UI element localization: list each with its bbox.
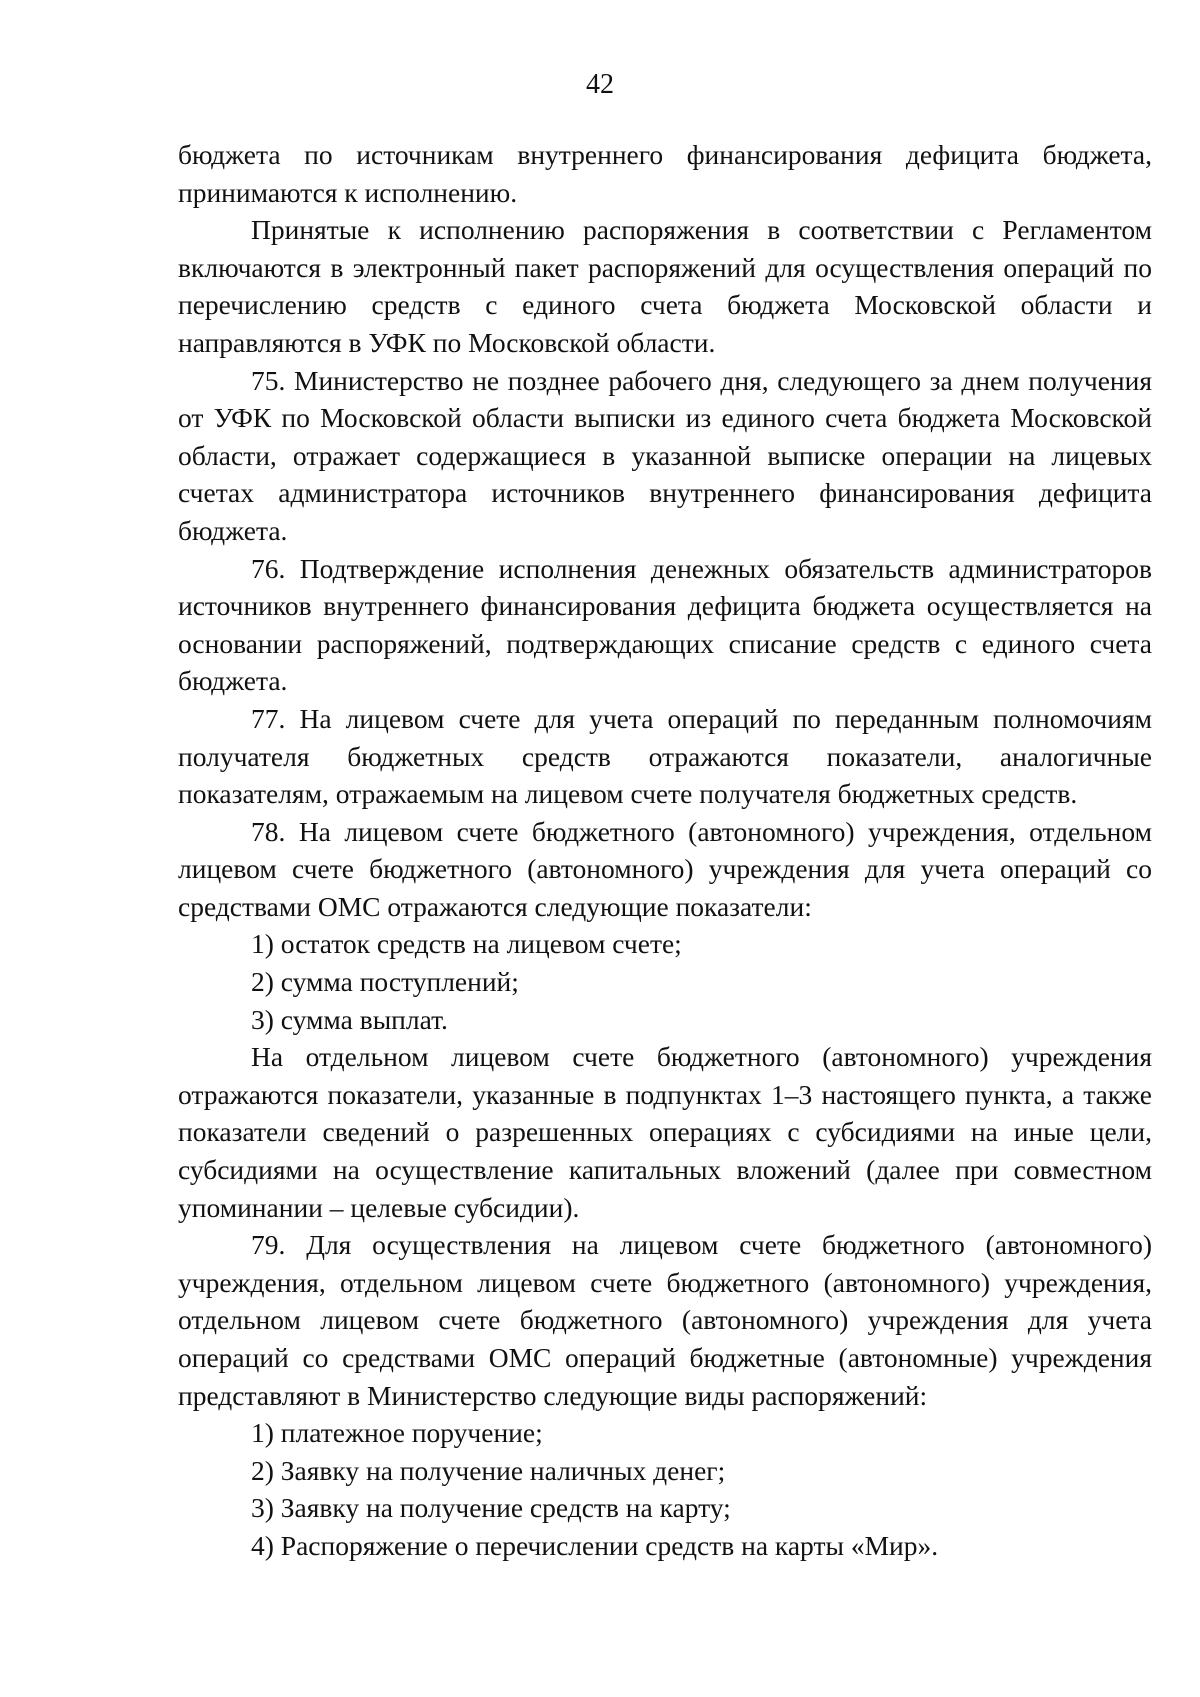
list-item: 1) остаток средств на лицевом счете; (251, 928, 682, 960)
list-item: 1) платежное поручение; (251, 1417, 543, 1449)
list-item: 2) Заявку на получение наличных денег; (251, 1454, 726, 1486)
list-item: 3) Заявку на получение средств на карту; (251, 1492, 731, 1524)
list-item: 4) Распоряжение о перечислении средств на карты «Мир». (251, 1529, 939, 1561)
paragraph: бюджета по источникам внутреннего финансирования дефицита бюджета, принимаются к исполнению. (178, 139, 1152, 208)
page-number: 42 (586, 69, 614, 100)
paragraph: Принятые к исполнению распоряжения в соответствии с Регламентом включаются в электронный пакет распоряжений для осуществления операций по перечислению средств с единого счета бюджета Московской области и направляются в УФК по Московской области. (178, 214, 1152, 358)
document-body (178, 136, 1152, 1565)
paragraph-clause-77: 77. На лицевом счете для учета операций по переданным полномочиям получателя бюджетных средств отражаются показатели, аналогичные показателям, отражаемым на лицевом счете получателя бюджетных средств. (178, 702, 1152, 810)
list-item: 2) сумма поступлений; (251, 966, 519, 998)
paragraph-clause-75: 75. Министерство не позднее рабочего дня, следующего за днем получения от УФК по Московской области выписки из единого счета бюджета Московской области, отражает содержащиеся в указанной выписке операции на лицевых счетах администратора источников внутреннего финансирования дефицита бюджета. (178, 364, 1152, 546)
paragraph: На отдельном лицевом счете бюджетного (автономного) учреждения отражаются показатели, указанные в подпунктах 1–3 настоящего пункта, а также показатели сведений о разрешенных операциях с субсидиями на иные цели, субсидиями на осуществление капитальных вложений (далее при совместном упоминании – целевые субсидии). (178, 1041, 1152, 1223)
paragraph-clause-79: 79. Для осуществления на лицевом счете бюджетного (автономного) учреждения, отдельном лицевом счете бюджетного (автономного) учреждения, отдельном лицевом счете бюджетного (автономного) учреждения для учета операций со средствами ОМС операций бюджетные (автономные) учреждения представляют в Министерство следующие виды распоряжений: (178, 1229, 1152, 1411)
paragraph-clause-76: 76. Подтверждение исполнения денежных обязательств администраторов источников внутреннего финансирования дефицита бюджета осуществляется на основании распоряжений, подтверждающих списание средств с единого счета бюджета. (178, 552, 1152, 697)
list-item: 3) сумма выплат. (251, 1003, 448, 1035)
paragraph-clause-78: 78. На лицевом счете бюджетного (автономного) учреждения, отдельном лицевом счете бюджетного (автономного) учреждения для учета операций со средствами ОМС отражаются следующие показатели: (178, 815, 1152, 922)
